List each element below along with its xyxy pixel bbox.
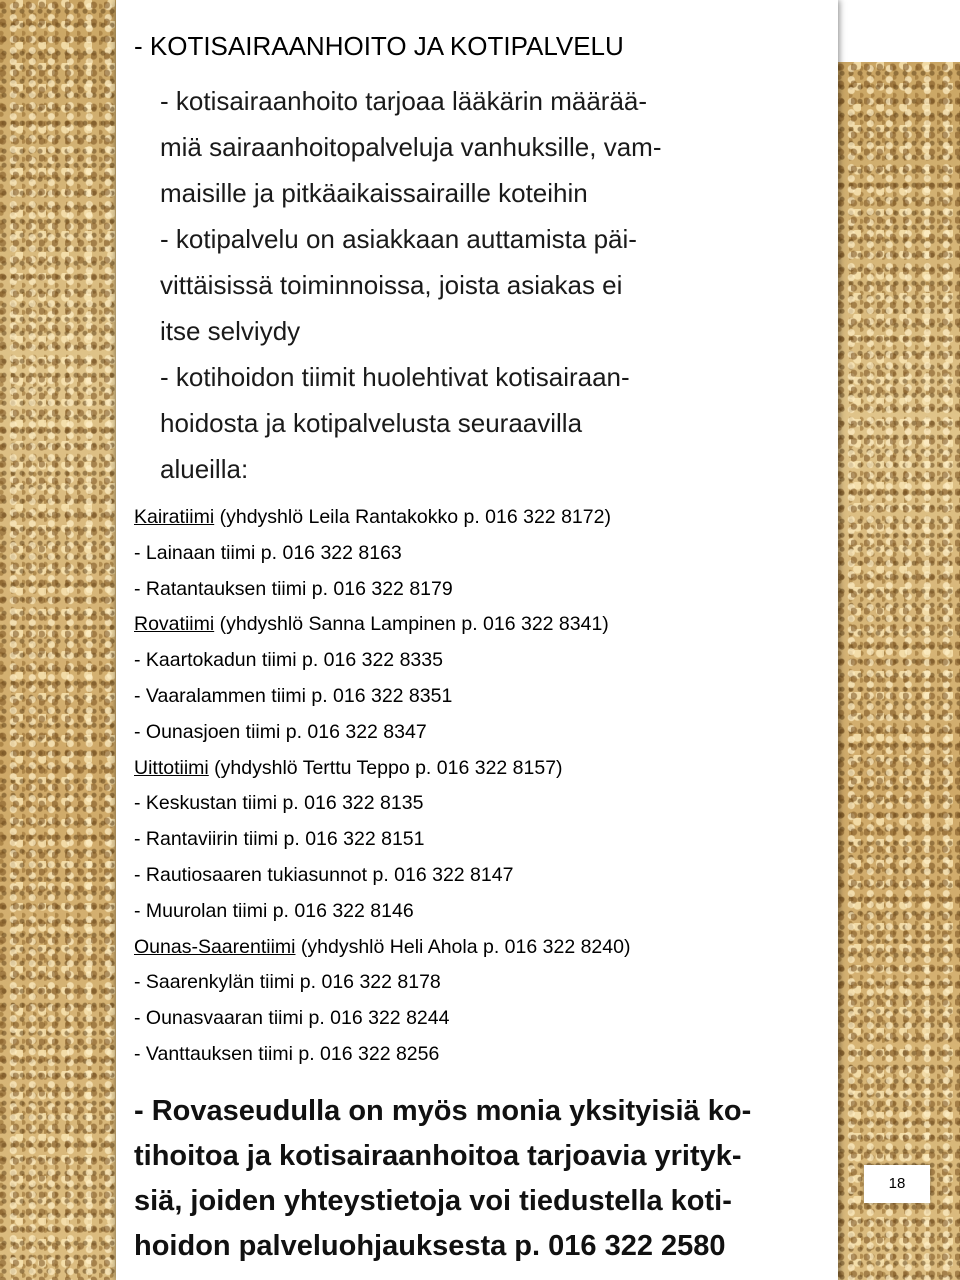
- team-contact: (yhdyshlö Heli Ahola p. 016 322 8240): [295, 935, 631, 958]
- section-heading: - KOTISAIRAANHOITO JA KOTIPALVELU: [134, 31, 624, 61]
- contact-line: - Saarenkylän tiimi p. 016 322 8178: [134, 971, 441, 994]
- contact-line: - Keskustan tiimi p. 016 322 8135: [134, 792, 424, 815]
- contact-line: - Muurolan tiimi p. 016 322 8146: [134, 899, 414, 922]
- team-name: Kairatiimi: [134, 506, 215, 528]
- sand-background-left: [0, 0, 124, 1280]
- intro-line: hoidosta ja kotipalvelusta seuraavilla: [160, 408, 583, 438]
- contact-line: - Vanttauksen tiimi p. 016 322 8256: [134, 1042, 440, 1065]
- team-name: Uittotiimi: [134, 756, 209, 779]
- team-header-uittotiimi: [134, 751, 834, 787]
- team-contact: (yhdyshlö Leila Rantakokko p. 016 322 8172): [214, 506, 611, 528]
- team-header-ounas-saarentiimi: [134, 930, 834, 966]
- intro-line: - kotipalvelu on asiakkaan auttamista päi-: [160, 224, 637, 254]
- page-content: [134, 32, 834, 1269]
- intro-line: alueilla:: [160, 454, 249, 484]
- team-contact: (yhdyshlö Terttu Teppo p. 016 322 8157): [208, 756, 563, 779]
- contact-line: - Ounasvaaran tiimi p. 016 322 8244: [134, 1007, 450, 1030]
- closing-line: tihoitoa ja kotisairaanhoitoa tarjoavia yrityk-: [134, 1139, 742, 1172]
- contact-line: - Kaartokadun tiimi p. 016 322 8335: [134, 649, 443, 672]
- contact-line: - Ounasjoen tiimi p. 016 322 8347: [134, 720, 427, 743]
- sand-background-right: [838, 62, 960, 1280]
- intro-line: - kotihoidon tiimit huolehtivat kotisairaan-: [160, 362, 630, 392]
- contact-line: - Ratantauksen tiimi p. 016 322 8179: [134, 577, 453, 600]
- team-name: Rovatiimi: [134, 613, 215, 636]
- team-contact: (yhdyshlö Sanna Lampinen p. 016 322 8341): [214, 613, 609, 636]
- page-number: 18: [864, 1165, 930, 1203]
- team-header-kairatiimi: [134, 500, 834, 536]
- contact-line: - Vaaralammen tiimi p. 016 322 8351: [134, 684, 453, 707]
- contact-line: - Rautiosaaren tukiasunnot p. 016 322 8147: [134, 863, 514, 886]
- intro-line: vittäisissä toiminnoissa, joista asiakas ei: [160, 270, 623, 300]
- closing-line: siä, joiden yhteystietoja voi tiedustella koti-: [134, 1184, 732, 1217]
- closing-paragraph: [134, 1089, 834, 1269]
- contact-list: [134, 500, 834, 1073]
- intro-line: maisille ja pitkäaikaissairaille koteihin: [160, 178, 588, 208]
- team-name: Ounas-Saarentiimi: [134, 935, 296, 958]
- team-header-rovatiimi: [134, 607, 834, 643]
- closing-line: hoidon palveluohjauksesta p. 016 322 2580: [134, 1229, 726, 1262]
- intro-paragraph: [134, 78, 834, 492]
- contact-line: - Lainaan tiimi p. 016 322 8163: [134, 541, 402, 564]
- intro-line: itse selviydy: [160, 316, 301, 346]
- closing-line: - Rovaseudulla on myös monia yksityisiä ko-: [134, 1094, 752, 1127]
- contact-line: - Rantaviirin tiimi p. 016 322 8151: [134, 828, 425, 851]
- intro-line: miä sairaanhoitopalveluja vanhuksille, vam-: [160, 132, 662, 162]
- intro-line: - kotisairaanhoito tarjoaa lääkärin määrää-: [160, 86, 648, 116]
